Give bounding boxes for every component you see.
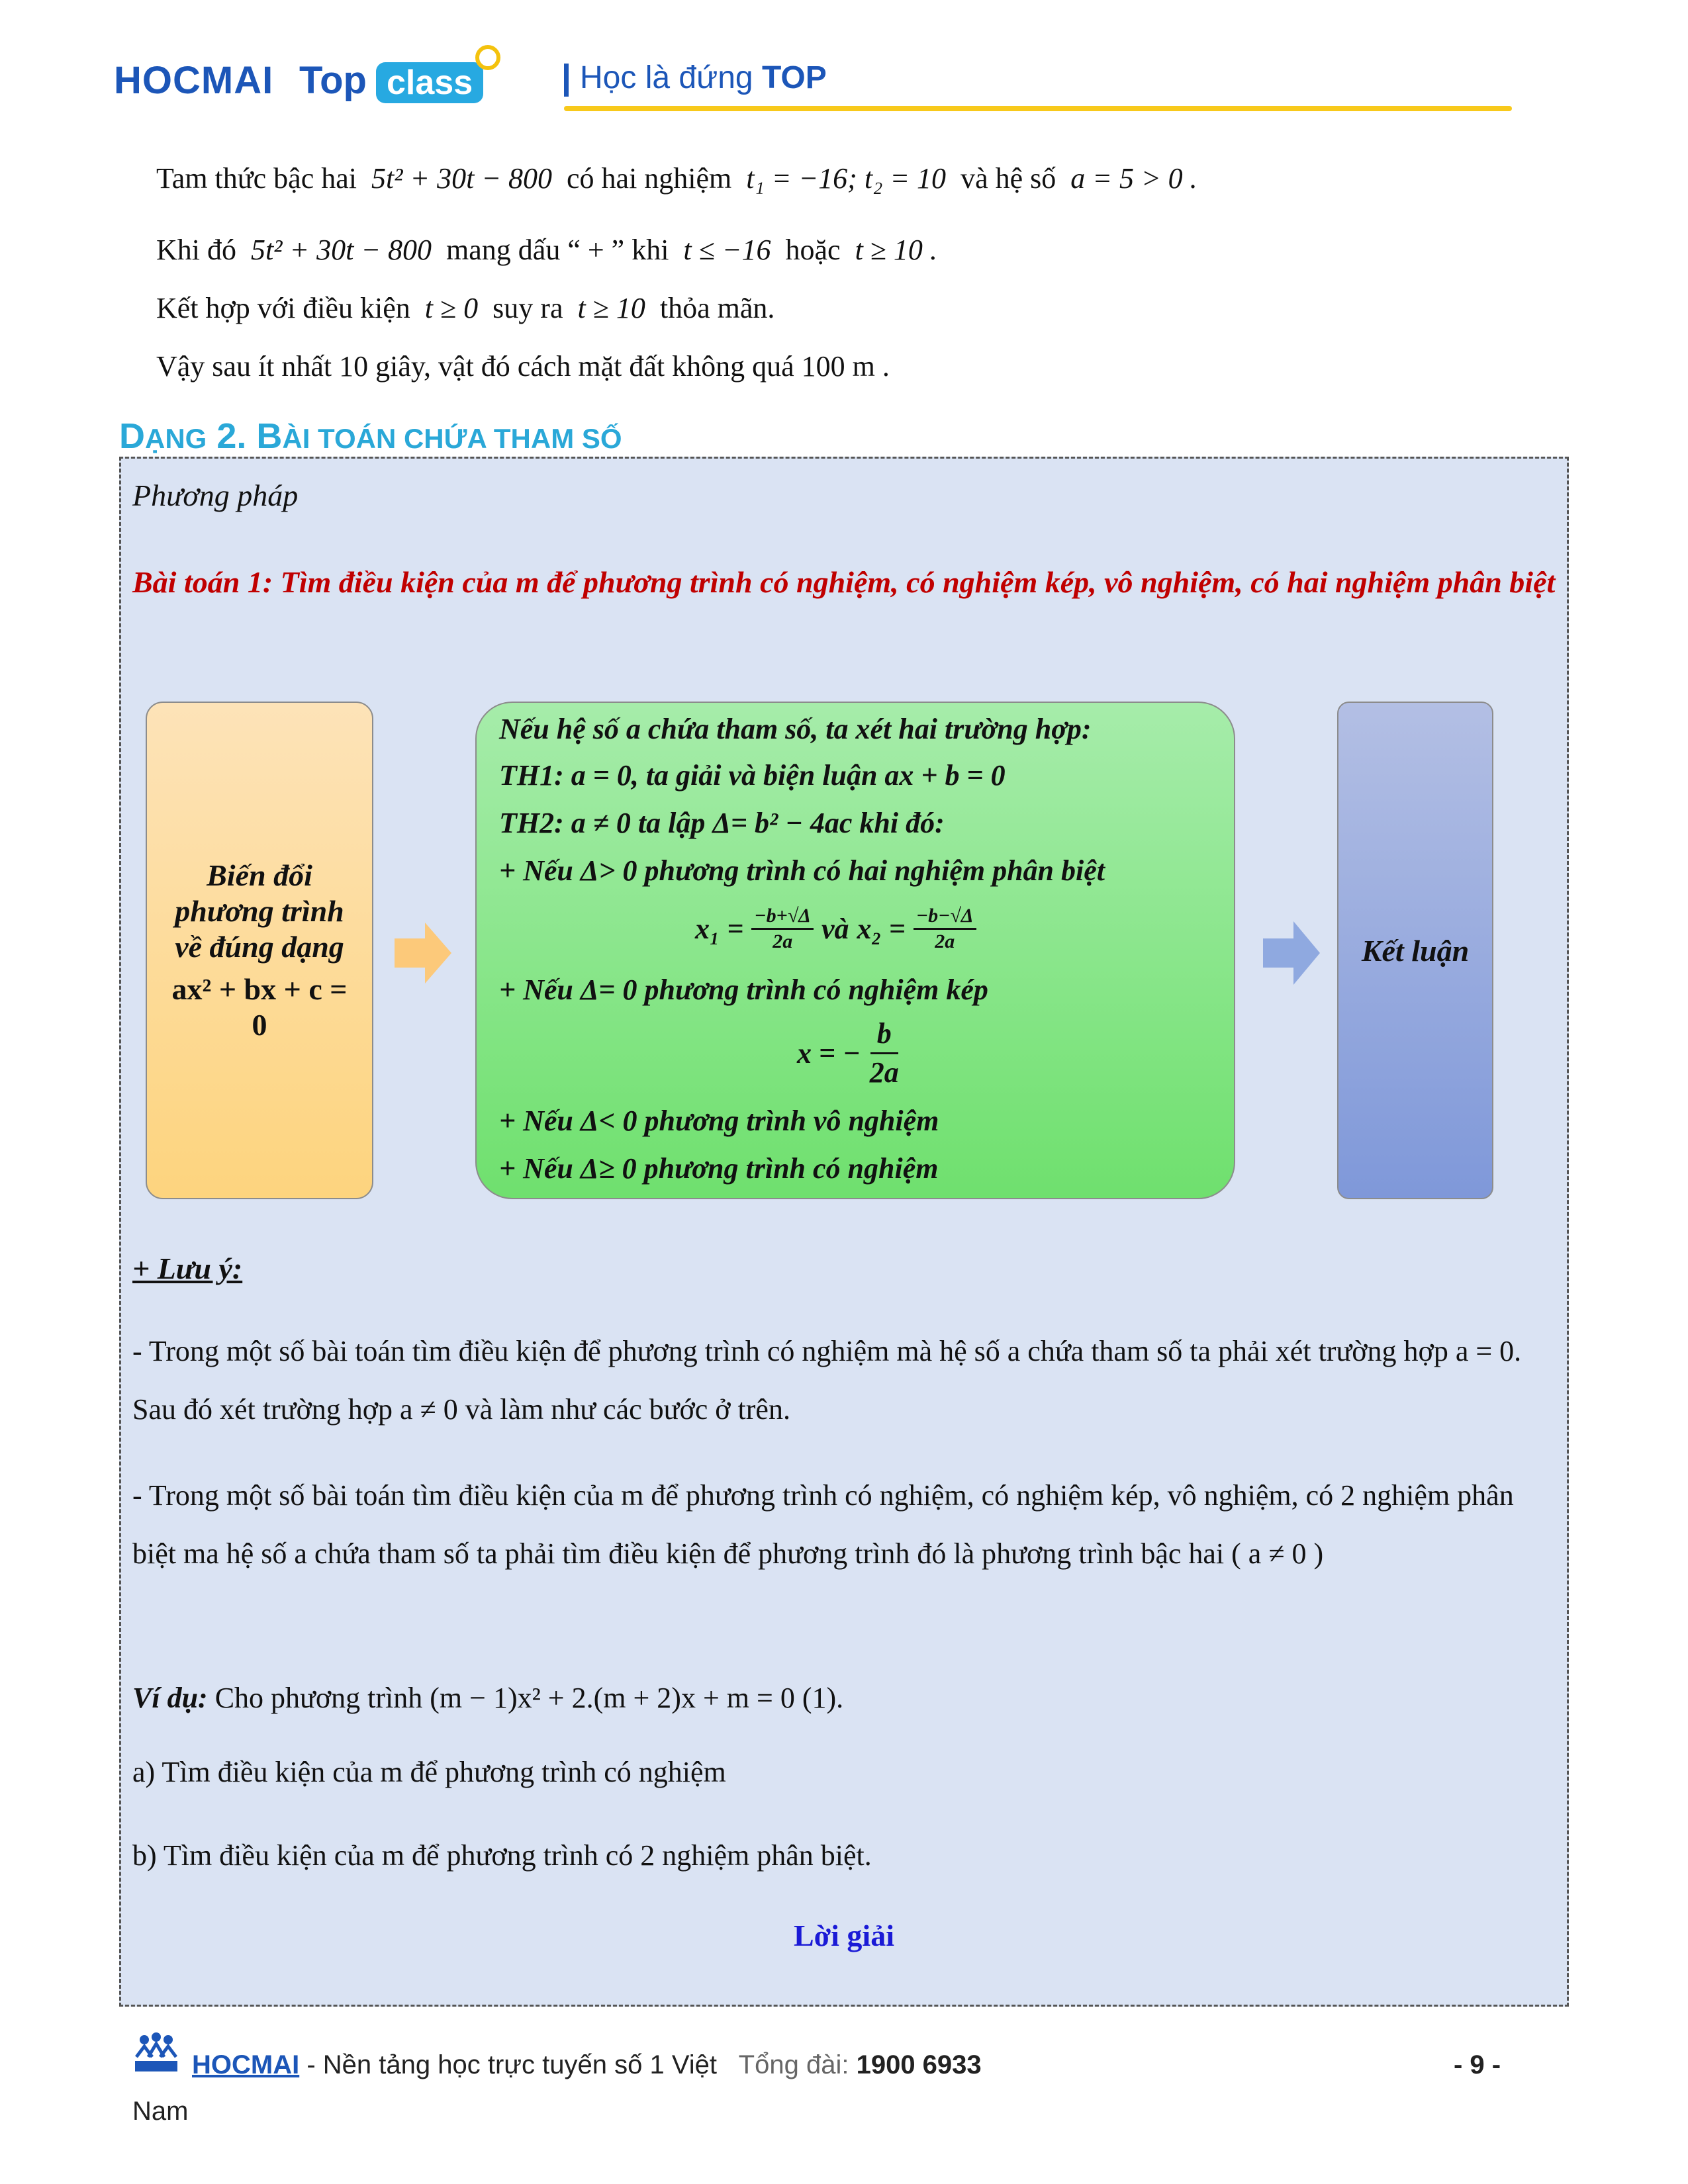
note-heading: + Lưu ý: [132,1251,243,1285]
intro-line-4: Vậy sau ít nhất 10 giây, vật đó cách mặt đất không quá 100 m . [156,350,890,383]
flow-mid-line: + Nếu Δ< 0 phương trình vô nghiệm [499,1105,939,1137]
text: suy ra [492,292,563,324]
intro-line-1 [156,161,1197,195]
math: 5t² + 30t − 800 [251,234,432,266]
text: mang dấu “ + ” khi [446,234,669,266]
note-paragraph-1: - Trong một số bài toán tìm điều kiện để phương trình có nghiệm mà hệ số a chứa tham số ta phải xét trường hợp a = 0. Sau đó xét trường hợp a ≠ 0 và làm như các bước ở trên. [132,1335,1522,1426]
fraction-numerator: −b−√Δ [914,904,976,930]
solution-heading: Lời giải [794,1919,894,1952]
math: t ≤ −16 [683,234,771,266]
text: thỏa mãn. [659,292,775,324]
flow-left-line: về đúng dạng [175,930,344,964]
slogan-divider [564,64,569,97]
text: Tam thức bậc hai [156,162,357,195]
header-slogan [580,60,827,96]
sun-icon [475,45,500,70]
flow-left-line: Biến đổi [207,858,312,892]
flow-step-conclusion [1337,702,1493,1199]
page-number: - 9 - [1454,2050,1501,2079]
conjunction: và [821,913,849,945]
fraction-denominator: 2a [773,931,793,952]
math: a = 5 > 0 . [1070,162,1197,195]
fraction [751,904,814,954]
title-part: 2. [207,416,257,456]
x1-label: x₁ = [695,913,744,945]
text: Khi đó [156,234,236,266]
arrow-right-icon [1263,921,1320,985]
math: t ≥ 0 [424,292,479,324]
roots-formula [695,904,976,954]
flow-mid-line: + Nếu Δ= 0 phương trình có nghiệm kép [499,974,988,1006]
text: hoặc [785,234,841,266]
double-root-formula [797,1015,899,1091]
flow-mid-line: + Nếu Δ> 0 phương trình có hai nghiệm phân biệt [499,854,1105,887]
flow-left-formula: ax² + bx + c = [171,972,348,1006]
math: t ≥ 10 . [855,234,937,266]
arrow-right-icon [395,923,451,983]
text: và hệ số [961,162,1056,195]
section-title [119,416,622,457]
title-part: ÀI TOÁN CHỨA THAM SỐ [282,423,622,454]
footer-brand-link[interactable]: HOCMAI [192,2050,300,2079]
text: có hai nghiệm [567,162,732,195]
fraction-denominator: 2a [935,931,955,952]
conclusion-label: Kết luận [1361,933,1470,968]
math: t ≥ 10 [577,292,645,324]
flow-left-formula: 0 [252,1008,267,1042]
footer-wrap-text: Nam [132,2097,189,2126]
question-a: a) Tìm điều kiện của m để phương trình có nghiệm [132,1756,726,1788]
flow-mid-line: TH2: a ≠ 0 ta lập Δ= b² − 4ac khi đó: [499,807,945,839]
note-paragraph-2: - Trong một số bài toán tìm điều kiện của m để phương trình có nghiệm, có nghiệm kép, vô nghiệm, có 2 nghiệm phân biệt ma hệ số a chứa tham số ta phải tìm điều kiện để phương trình đó là phương trình bậc hai ( a ≠ 0 ) [132,1479,1514,1570]
footer-text [192,2050,982,2080]
flow-mid-line: + Nếu Δ≥ 0 phương trình có nghiệm [499,1152,939,1185]
fraction-numerator: −b+√Δ [751,904,814,930]
text: Kết hợp với điều kiện [156,292,410,324]
footer-hotline: 1900 6933 [856,2050,982,2079]
title-part: B [256,416,283,456]
fraction-numerator: b [870,1015,898,1054]
flow-step-transform [146,702,373,1199]
hocmai-logo-text: HOCMAI [114,59,274,102]
slogan-prefix: Học là đứng [580,60,753,95]
x2-label: x₂ = [857,913,906,945]
title-part: ẠNG [145,423,207,454]
problem-statement: Bài toán 1: Tìm điều kiện của m để phương trình có nghiệm, có nghiệm kép, vô nghiệm, có hai nghiệm phân biệt [132,565,1556,599]
fraction-denominator: 2a [869,1056,899,1089]
logo-top-text: Top [299,59,367,102]
x-label: x = − [797,1037,861,1069]
example-line [132,1681,843,1715]
title-part: D [119,416,145,456]
footer-hotline-label: Tổng đài: [738,2050,849,2079]
example-equation: Cho phương trình (m − 1)x² + 2.(m + 2)x + m = 0 (1). [207,1682,844,1714]
flow-mid-line: TH1: a = 0, ta giải và biện luận ax + b = 0 [499,759,1006,792]
intro-line-3 [156,291,774,325]
method-label: Phương pháp [132,478,299,512]
header-underline [564,106,1512,111]
fraction [914,904,976,954]
hocmai-footer-logo-icon [132,2030,180,2078]
flow-left-line: phương trình [175,894,344,928]
math: t₁ = −16; t₂ = 10 [746,162,947,195]
logo-class-badge: class [376,62,483,103]
example-label: Ví dụ: [132,1682,208,1714]
footer-tagline: - Nền tảng học trực tuyến số 1 Việt [299,2050,718,2079]
question-b: b) Tìm điều kiện của m để phương trình có 2 nghiệm phân biệt. [132,1839,872,1872]
slogan-bold: TOP [761,60,827,95]
intro-line-2 [156,233,937,267]
math: 5t² + 30t − 800 [371,162,553,195]
flow-mid-line: Nếu hệ số a chứa tham số, ta xét hai trường hợp: [499,713,1092,745]
fraction [870,1015,899,1091]
